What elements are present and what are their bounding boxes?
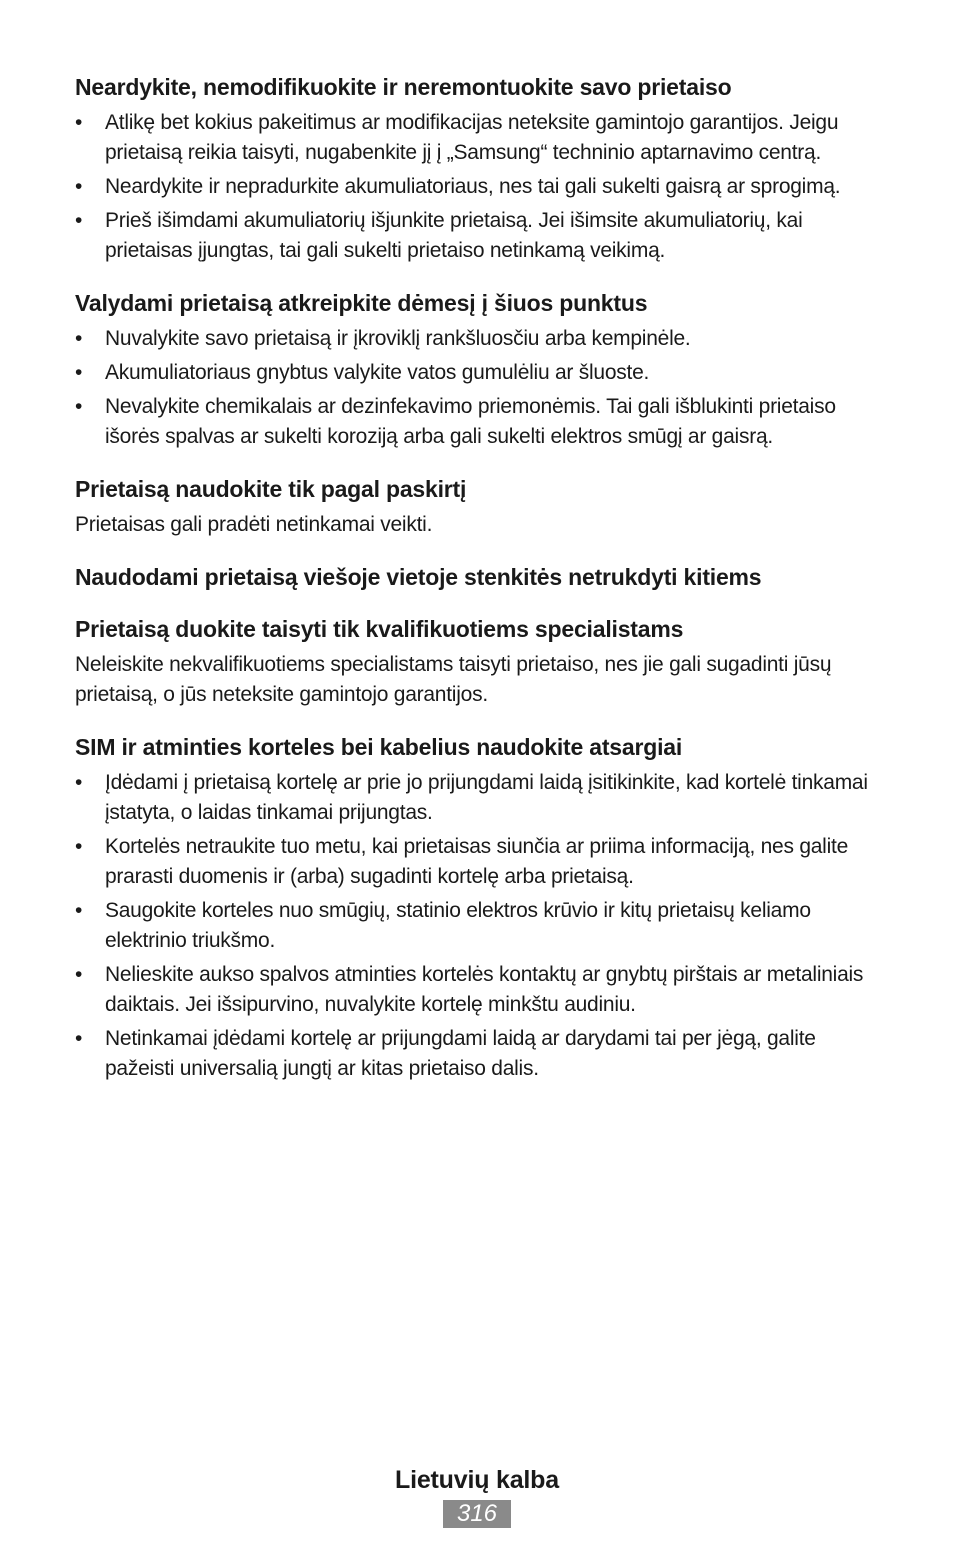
bullet-marker: •: [75, 395, 83, 418]
list-item: [75, 1024, 885, 1084]
section-heading: Valydami prietaisą atkreipkite dėmesį į šiuos punktus: [75, 290, 648, 316]
list-item: [75, 108, 885, 168]
list-item: [75, 896, 885, 956]
list-item-text: Netinkamai įdėdami kortelę ar prijungdami laidą ar darydami tai per jėgą, galite pažeisti universalią jungtį ar kitas prietaiso dalis.: [105, 1027, 816, 1080]
footer-language: Lietuvių kalba: [395, 1466, 559, 1494]
section-public-places: [75, 562, 885, 592]
bullet-marker: •: [75, 899, 83, 922]
bullet-marker: •: [75, 835, 83, 858]
section-heading: Prietaisą naudokite tik pagal paskirtį: [75, 476, 467, 502]
list-item-text: Kortelės netraukite tuo metu, kai prietaisas siunčia ar priima informaciją, nes galite prarasti duomenis ir (arba) sugadinti kortelę arba prietaisą.: [105, 835, 849, 888]
list-item: [75, 768, 885, 828]
list-item: [75, 206, 885, 266]
section-do-not-disassemble: [75, 72, 885, 266]
section-heading: SIM ir atminties korteles bei kabelius naudokite atsargiai: [75, 734, 683, 760]
bullet-list: [75, 108, 885, 266]
bullet-marker: •: [75, 963, 83, 986]
list-item: [75, 392, 885, 452]
section-cleaning: [75, 288, 885, 452]
list-item: [75, 832, 885, 892]
bullet-marker: •: [75, 111, 83, 134]
bullet-marker: •: [75, 771, 83, 794]
page-number: 316: [443, 1500, 511, 1528]
list-item-text: Nelieskite aukso spalvos atminties kortelės kontaktų ar gnybtų pirštais ar metaliniais daiktais. Jei išsipurvino, nuvalykite kortelę minkštu audiniu.: [105, 963, 864, 1016]
section-sim-memory-cards: [75, 732, 885, 1084]
section-qualified-repair: [75, 614, 885, 710]
bullet-marker: •: [75, 327, 83, 350]
bullet-marker: •: [75, 1027, 83, 1050]
section-heading: Naudodami prietaisą viešoje vietoje stenkitės netrukdyti kitiems: [75, 564, 762, 590]
section-intended-use: [75, 474, 885, 540]
list-item-text: Nevalykite chemikalais ar dezinfekavimo priemonėmis. Tai gali išblukinti prietaiso išorės spalvas ar sukelti koroziją arba gali sukelti elektros smūgį ar gaisrą.: [105, 395, 836, 448]
list-item-text: Nuvalykite savo prietaisą ir įkroviklį rankšluosčiu arba kempinėle.: [105, 327, 691, 350]
bullet-list: [75, 324, 885, 452]
list-item: [75, 172, 885, 202]
list-item-text: Neardykite ir nepradurkite akumuliatoriaus, nes tai gali sukelti gaisrą ar sprogimą.: [105, 175, 841, 198]
bullet-marker: •: [75, 175, 83, 198]
list-item-text: Atlikę bet kokius pakeitimus ar modifikacijas neteksite gamintojo garantijos. Jeigu prietaisą reikia taisyti, nugabenkite jį į „Samsung“ techninio aptarnavimo centrą.: [105, 111, 839, 164]
section-heading: Neardykite, nemodifikuokite ir neremontuokite savo prietaiso: [75, 74, 732, 100]
document-body: [75, 72, 885, 1106]
list-item-text: Prieš išimdami akumuliatorių išjunkite prietaisą. Jei išimsite akumuliatorių, kai prietaisas įjungtas, tai gali sukelti prietaiso netinkamą veikimą.: [105, 209, 803, 262]
bullet-marker: •: [75, 361, 83, 384]
section-text: Neleiskite nekvalifikuotiems specialistams taisyti prietaiso, nes jie gali sugadinti jūsų prietaisą, o jūs neteksite gamintojo garantijos.: [75, 653, 832, 706]
page-footer: [0, 1464, 954, 1528]
list-item: [75, 960, 885, 1020]
list-item: [75, 324, 885, 354]
list-item-text: Įdėdami į prietaisą kortelę ar prie jo prijungdami laidą įsitikinkite, kad kortelė tinkamai įstatyta, o laidas tinkamai prijungtas.: [105, 771, 868, 824]
bullet-marker: •: [75, 209, 83, 232]
list-item-text: Akumuliatoriaus gnybtus valykite vatos gumulėliu ar šluoste.: [105, 361, 650, 384]
list-item: [75, 358, 885, 388]
bullet-list: [75, 768, 885, 1084]
section-heading: Prietaisą duokite taisyti tik kvalifikuotiems specialistams: [75, 616, 684, 642]
section-text: Prietaisas gali pradėti netinkamai veikti.: [75, 513, 433, 536]
list-item-text: Saugokite korteles nuo smūgių, statinio elektros krūvio ir kitų prietaisų keliamo elektrinio triukšmo.: [105, 899, 811, 952]
